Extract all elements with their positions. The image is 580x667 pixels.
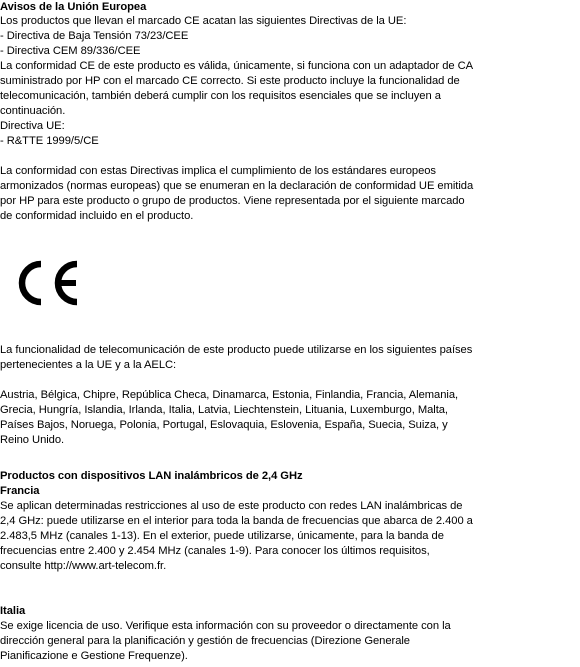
france-paragraph-line: 2.483,5 MHz (canales 1-13). En el exterior, puede utilizarse, únicamente, para la banda de bbox=[0, 530, 444, 542]
conformity-paragraph-line: de conformidad incluido en el producto. bbox=[0, 210, 194, 222]
countries-line: Austria, Bélgica, Chipre, República Checa, Dinamarca, Estonia, Finlandia, Francia, Alemania, bbox=[0, 389, 459, 401]
telecom-paragraph-line: La funcionalidad de telecomunicación de este producto puede utilizarse en los siguientes países bbox=[0, 344, 473, 356]
telecom-paragraph-line: pertenecientes a la UE y a la AELC: bbox=[0, 359, 177, 371]
france-paragraph-line: 2,4 GHz: puede utilizarse en el interior para toda la banda de frecuencias que abarca de 2.400 a bbox=[0, 515, 473, 527]
eu-directive-low-voltage: - Directiva de Baja Tensión 73/23/CEE bbox=[0, 30, 189, 42]
eu-paragraph-line: La conformidad CE de este producto es válida, únicamente, si funciona con un adaptador de CA bbox=[0, 60, 474, 72]
eu-intro-text: Los productos que llevan el marcado CE acatan las siguientes Directivas de la UE: bbox=[0, 15, 407, 27]
france-paragraph-line: frecuencias entre 2.400 y 2.454 MHz (canales 1-9). Para conocer los últimos requisitos, bbox=[0, 545, 430, 557]
countries-line: Reino Unido. bbox=[0, 434, 65, 446]
conformity-paragraph-line: por HP para este producto o grupo de productos. Viene representada por el siguiente marcado bbox=[0, 195, 465, 207]
eu-paragraph-line: continuación. bbox=[0, 105, 66, 117]
italy-paragraph-line: Pianificazione e Gestione Frequenze). bbox=[0, 650, 188, 662]
eu-paragraph-line: suministrado por HP con el marcado CE correcto. Si este producto incluye la funcionalidad de bbox=[0, 75, 460, 87]
conformity-paragraph-line: armonizados (normas europeas) que se enumeran en la declaración de conformidad UE emitida bbox=[0, 180, 474, 192]
ce-mark-icon bbox=[10, 258, 82, 308]
eu-directive-emc: - Directiva CEM 89/336/CEE bbox=[0, 45, 141, 57]
countries-line: Países Bajos, Noruega, Polonia, Portugal, Eslovaquia, Eslovenia, España, Suecia, Suiza, y bbox=[0, 419, 448, 431]
italy-paragraph-line: dirección general para la planificación y gestión de frecuencias (Direzione Generale bbox=[0, 635, 410, 647]
france-heading: Francia bbox=[0, 485, 40, 497]
countries-line: Grecia, Hungría, Islandia, Irlanda, Italia, Latvia, Liechtenstein, Lituania, Luxemburgo, Malta, bbox=[0, 404, 448, 416]
eu-notices-heading: Avisos de la Unión Europea bbox=[0, 1, 147, 13]
eu-directive-label: Directiva UE: bbox=[0, 120, 65, 132]
italy-paragraph-line: Se exige licencia de uso. Verifique esta información con su proveedor o directamente con la bbox=[0, 620, 451, 632]
eu-directive-rtte: - R&TTE 1999/5/CE bbox=[0, 135, 99, 147]
wireless-lan-heading: Productos con dispositivos LAN inalámbricos de 2,4 GHz bbox=[0, 470, 303, 482]
italy-heading: Italia bbox=[0, 605, 26, 617]
eu-paragraph-line: telecomunicación, también deberá cumplir con los requisitos esenciales que se incluyen a bbox=[0, 90, 441, 102]
conformity-paragraph-line: La conformidad con estas Directivas implica el cumplimiento de los estándares europeos bbox=[0, 165, 436, 177]
france-paragraph-line: consulte http://www.art-telecom.fr. bbox=[0, 560, 167, 572]
france-paragraph-line: Se aplican determinadas restricciones al uso de este producto con redes LAN inalámbricas de bbox=[0, 500, 463, 512]
